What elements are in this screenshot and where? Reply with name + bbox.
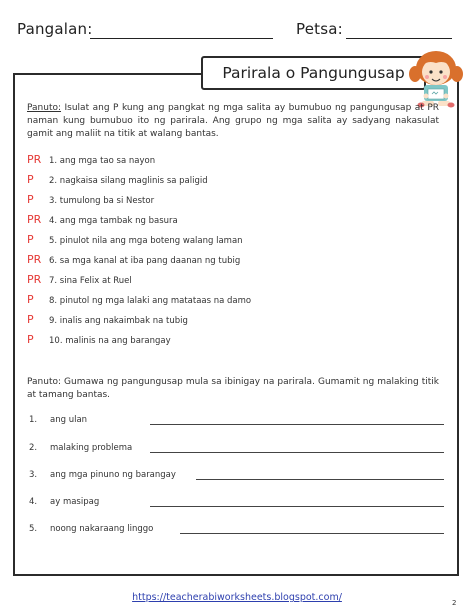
phrase-text: 7. sina Felix at Ruel [49, 276, 132, 286]
answer-mark: P [27, 173, 34, 186]
name-label: Pangalan: [17, 20, 93, 38]
list-item [27, 153, 155, 169]
list-item [27, 233, 243, 249]
list-item [27, 193, 154, 209]
answer-mark: P [27, 333, 34, 346]
question-number: 2. [29, 443, 38, 453]
answer-mark: PR [27, 153, 42, 166]
phrase-text: 6. sa mga kanal at iba pang daanan ng tubig [49, 256, 241, 266]
footer [0, 585, 474, 604]
answer-line[interactable] [180, 533, 444, 534]
phrase-text: 5. pinulot nila ang mga boteng walang laman [49, 236, 243, 246]
question-number: 3. [29, 470, 38, 480]
phrase-text: 4. ang mga tambak ng basura [49, 216, 178, 226]
answer-line[interactable] [150, 452, 444, 453]
phrase-text: 3. tumulong ba si Nestor [49, 196, 155, 206]
date-label: Petsa: [296, 20, 343, 38]
question-phrase: ang mga pinuno ng barangay [50, 470, 176, 480]
question-number: 5. [29, 524, 38, 534]
answer-line[interactable] [196, 479, 444, 480]
answer-line[interactable] [150, 424, 444, 425]
list-item [27, 293, 251, 309]
phrase-text: 8. pinutol ng mga lalaki ang matataas na damo [49, 296, 252, 306]
phrase-text: 10. malinis na ang barangay [49, 336, 171, 346]
answer-mark: P [27, 313, 34, 326]
phrase-text: 9. inalis ang nakaimbak na tubig [49, 316, 188, 326]
part1-instr-text: Isulat ang P kung ang pangkat ng mga salita ay bumubuo ng pangungusap at PR naman kung bumubuo ito ng parirala. Ang grupo ng mga salita ay sadyang nakasulat gamit ang maliit na titik at walang bantas. [27, 103, 439, 139]
answer-mark: PR [27, 213, 42, 226]
list-item [27, 173, 208, 189]
question-number: 1. [29, 415, 38, 425]
worksheet-title: Parirala o Pangungusap [201, 56, 426, 90]
answer-mark: P [27, 233, 34, 246]
date-field[interactable] [346, 38, 452, 39]
question-phrase: ay masipag [50, 497, 100, 507]
phrase-text: 1. ang mga tao sa nayon [49, 156, 156, 166]
footer-link[interactable]: https://teacherabiworksheets.blogspot.com/ [132, 592, 342, 603]
answer-mark: P [27, 193, 34, 206]
part1-instructions [27, 102, 439, 141]
question-phrase: malaking problema [50, 443, 133, 453]
answer-mark: P [27, 293, 34, 306]
name-field[interactable] [90, 38, 273, 39]
list-item [27, 313, 188, 329]
list-item [27, 273, 132, 289]
question-number: 4. [29, 497, 38, 507]
list-item [27, 333, 171, 349]
answer-mark: PR [27, 273, 42, 286]
phrase-text: 2. nagkaisa silang maglinis sa paligid [49, 176, 208, 186]
list-item [27, 213, 178, 229]
part2-instructions: Panuto: Gumawa ng pangungusap mula sa ibinigay na parirala. Gumamit ng malaking titik at tamang bantas. [27, 377, 439, 400]
list-item [27, 253, 240, 269]
answer-mark: PR [27, 253, 42, 266]
answer-line[interactable] [150, 506, 444, 507]
question-phrase: noong nakaraang linggo [50, 524, 154, 534]
question-phrase: ang ulan [50, 415, 88, 425]
girl-reading-illustration [408, 44, 464, 110]
part1-instr-label: Panuto: [27, 103, 62, 113]
page-number: 2 [452, 599, 457, 607]
